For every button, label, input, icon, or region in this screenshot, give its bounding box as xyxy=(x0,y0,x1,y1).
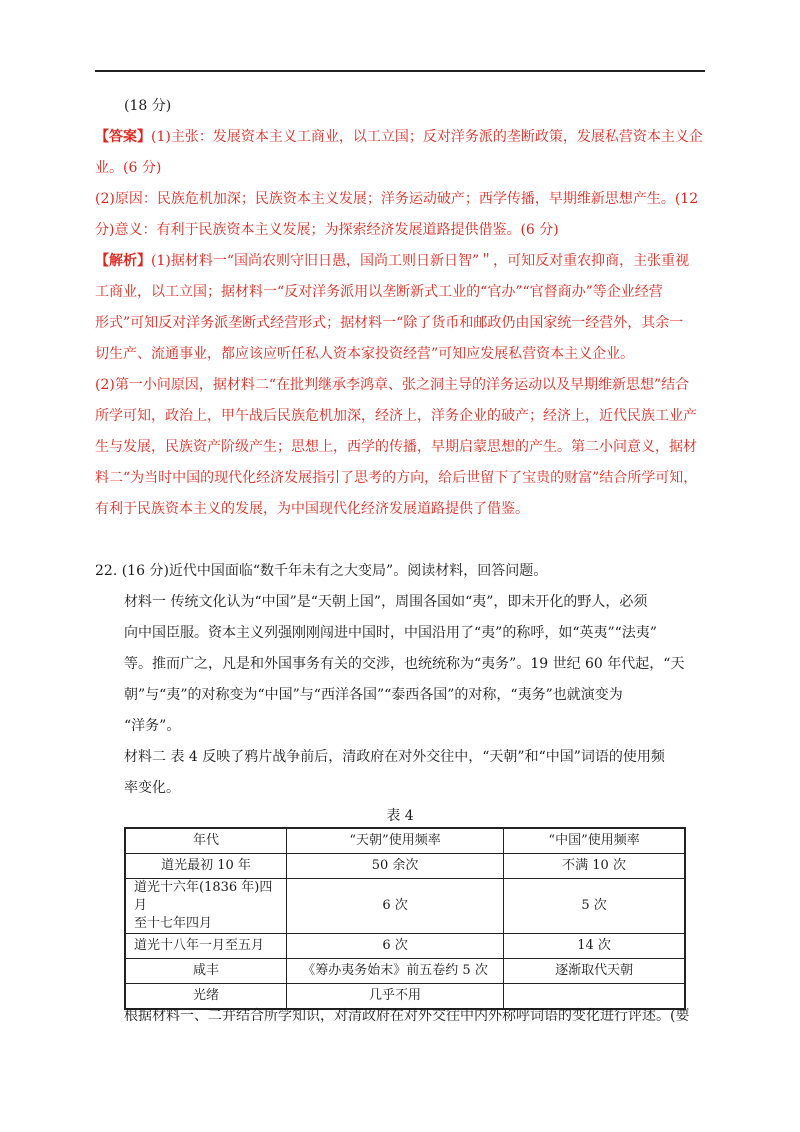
analysis-line-1 xyxy=(95,251,689,271)
analysis-line-8: 料二“为当时中国的现代化经济发展指引了思考的方向，给后世留下了宝贵的财富”结合所学可知， xyxy=(95,470,698,486)
row-tianchao: 50 余次 xyxy=(286,854,503,879)
row-zhongguo: 逐渐取代天朝 xyxy=(504,959,685,984)
frequency-table xyxy=(124,827,686,1010)
header-rule xyxy=(95,70,705,72)
row-era: 咸丰 xyxy=(125,959,286,984)
previous-score: (18 分) xyxy=(124,98,172,114)
header-zhongguo: “中国”使用频率 xyxy=(504,828,685,854)
row-tianchao: 6 次 xyxy=(286,879,503,934)
row-tianchao: 《筹办夷务始末》前五卷约 5 次 xyxy=(286,959,503,984)
material-1-line-5: “洋务”。 xyxy=(124,718,181,734)
row-era: 道光十八年一月至五月 xyxy=(125,934,286,959)
answer-line-2: 业。(6 分) xyxy=(95,160,162,176)
analysis-line-4: 切生产、流通事业，都应该应听任私人资本家投资经营”可知应发展私营资本主义企业。 xyxy=(95,346,635,362)
material-2-line-1: 材料二 表 4 反映了鸦片战争前后，清政府在对外交往中，“天朝”和“中国”词语的使用频 xyxy=(124,749,665,765)
answer-line-1 xyxy=(95,127,703,147)
table-header-row xyxy=(125,828,685,854)
row-zhongguo: 不满 10 次 xyxy=(504,854,685,879)
row-zhongguo: 14 次 xyxy=(504,934,685,959)
answer-line-3: (2)原因：民族危机加深；民族资本主义发展；洋务运动破产；西学传播，早期维新思想产生。(12 xyxy=(95,191,699,207)
material-2-line-2: 率变化。 xyxy=(124,780,180,796)
row-tianchao: 几乎不用 xyxy=(286,984,503,1010)
material-1-line-2: 向中国臣服。资本主义列强刚刚闯进中国时，中国沿用了“夷”的称呼，如“英夷”“法夷” xyxy=(124,625,657,641)
analysis-line-2: 工商业，以工立国；据材料一“反对洋务派用以垄断新式工业的“官办”“官督商办”等企业经营 xyxy=(95,284,663,300)
question-prompt: 根据材料一、二并结合所学知识，对清政府在对外交往中内外称呼词语的变化进行评述。(要 xyxy=(124,1008,690,1024)
analysis-tag: 【解析】 xyxy=(95,253,151,269)
row-era: 光绪 xyxy=(125,984,286,1010)
table-row xyxy=(125,959,685,984)
analysis-line-7: 生与发展，民族资产阶级产生；思想上，西学的传播，早期启蒙思想的产生。第二小问意义，据材 xyxy=(95,439,697,455)
row-era: 道光最初 10 年 xyxy=(125,854,286,879)
row-era-line-1: 道光十六年(1836 年)四月 xyxy=(134,880,273,913)
material-1-line-4: 朝”与“夷”的对称变为“中国”与“西洋各国”“泰西各国”的对称，“夷务”也就演变为 xyxy=(124,687,623,703)
answer-tag: 【答案】 xyxy=(95,129,151,145)
row-era xyxy=(125,879,286,934)
table-row xyxy=(125,934,685,959)
material-1-line-3: 等。推而广之，凡是和外国事务有关的交涉，也统统称为“夷务”。19 世纪 60 年代起，“天 xyxy=(124,656,685,672)
row-tianchao: 6 次 xyxy=(286,934,503,959)
table-row xyxy=(125,879,685,934)
header-tianchao: “天朝”使用频率 xyxy=(286,828,503,854)
row-zhongguo: 5 次 xyxy=(504,879,685,934)
answer-text-1: (1)主张：发展资本主义工商业，以工立国；反对洋务派的垄断政策，发展私营资本主义企 xyxy=(151,129,703,145)
answer-line-4: 分)意义：有利于民族资本主义发展；为探索经济发展道路提供借鉴。(6 分) xyxy=(95,222,559,238)
analysis-line-6: 所学可知，政治上，甲午战后民族危机加深，经济上，洋务企业的破产；经济上，近代民族工业产 xyxy=(95,408,697,424)
table-caption: 表 4 xyxy=(386,808,414,824)
analysis-line-3: 形式”可知反对洋务派垄断式经营形式；据材料一“除了货币和邮政仍由国家统一经营外，其余一 xyxy=(95,315,684,331)
analysis-line-5: (2)第一小问原因，据材料二“在批判继承李鸿章、张之洞主导的洋务运动以及早期维新思想”结合 xyxy=(95,377,690,393)
material-1-line-1: 材料一 传统文化认为“中国”是“天朝上国”，周围各国如“夷”，即未开化的野人，必须 xyxy=(124,594,648,610)
analysis-text-1: (1)据材料一“国尚农则守旧日愚，国尚工则日新日智”＂，可知反对重农抑商，主张重视 xyxy=(151,253,690,269)
row-era-line-2: 至十七年四月 xyxy=(134,916,213,931)
analysis-line-9: 有利于民族资本主义的发展，为中国现代化经济发展道路提供了借鉴。 xyxy=(95,501,529,517)
table-row xyxy=(125,854,685,879)
question-22-title: 22. (16 分)近代中国面临“数千年未有之大变局”。阅读材料，回答问题。 xyxy=(95,563,548,579)
header-era: 年代 xyxy=(125,828,286,854)
